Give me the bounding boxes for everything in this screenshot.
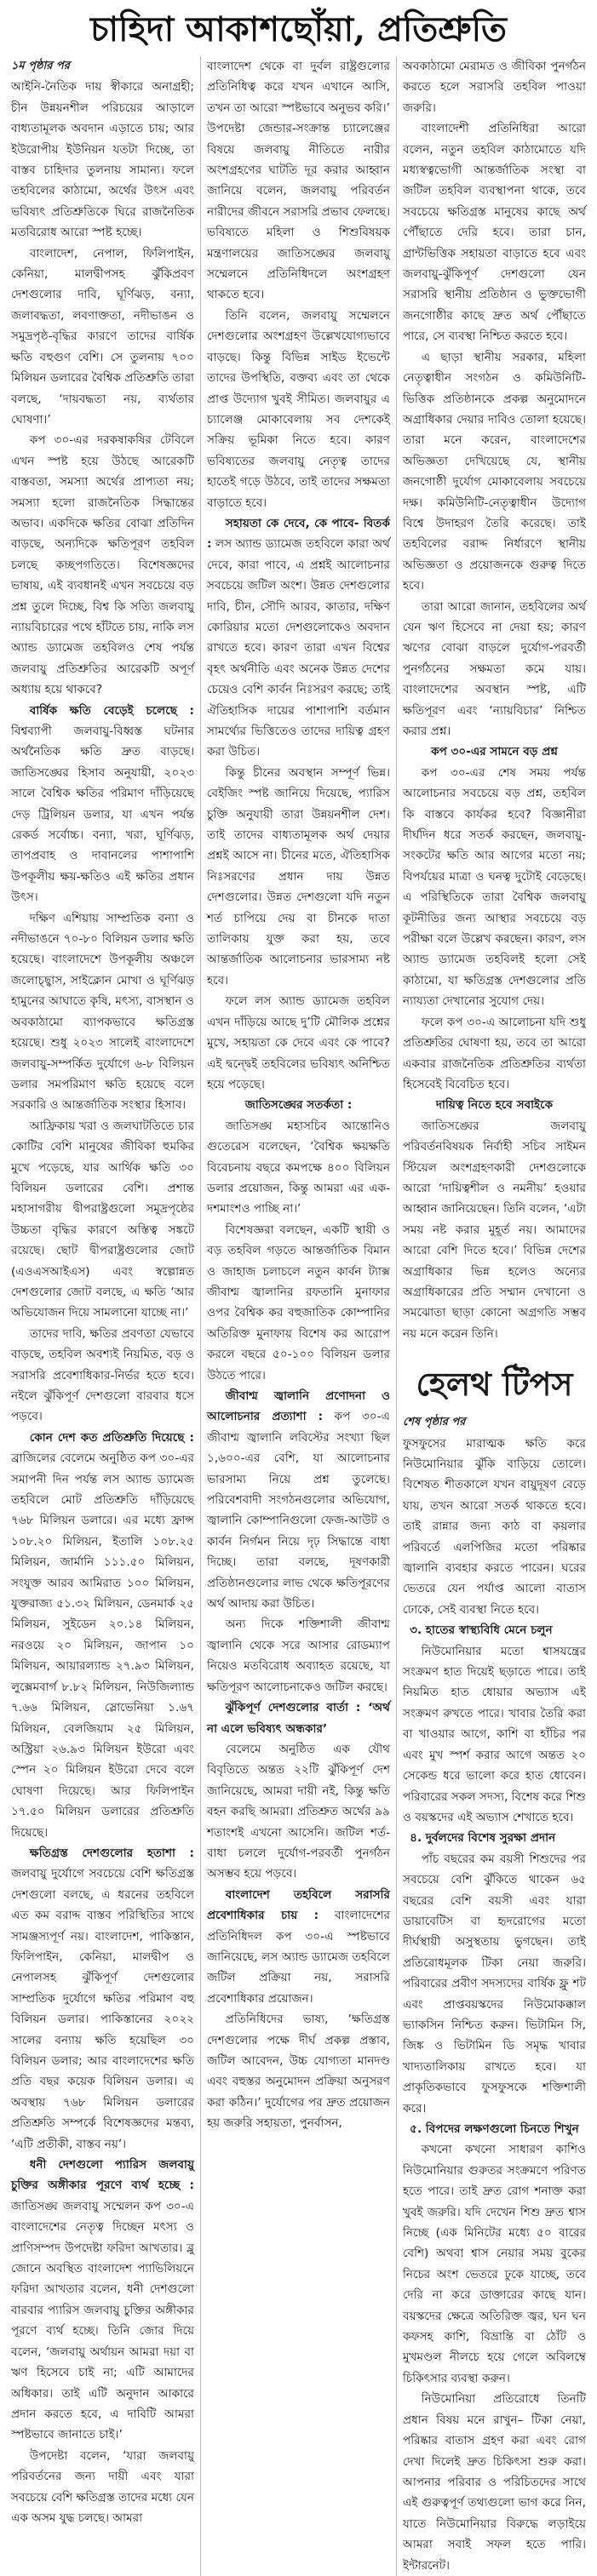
paragraph-text: লস অ্যান্ড ড্যামেজ তহবিলে কারা অর্থ দেবে, কারা পাবে, এ প্রশ্নই আলোচনার সবচেয়ে জটিল অংশ। উন্নত দেশগুলোর দাবি, চীন, সৌদি আরব, কাতার, দক্ষিণ কোরিয়ার মতো দেশগুলোকেও অবদান রাখতে হবে। কারণ তারা এখন বিশ্বের বৃহৎ অর্থনীতি এবং অনেক উন্নত দেশের চেয়েও বেশি কার্বন নিঃসরণ করছে; তাই ঐতিহাসিক দায়ের পাশাপাশি বর্তমান সামর্থ্যের ভিত্তিতেও তাদের দায়িত্ব গ্রহণ করা উচিত। [207,537,390,759]
paragraph-lead-subhead: কোন দেশ কত প্রতিশ্রুতি দিয়েছে : [29,1430,194,1445]
health-tip-heading: ৩. হাতের স্বাস্থ্যবিধি মেনে চলুন [410,1623,553,1638]
article-paragraph [11,1843,194,2155]
article-paragraph [403,347,586,597]
paragraph-text: অবকাঠামো মেরামত ও জীবিকা পুনর্গঠন করতে হলে সরাসরি তহবিল পাওয়া জরুরি। [403,60,586,115]
paragraph-text: অন্য দিকে শক্তিশালী জীবাশ্ম জ্বালানি থেকে সরে আসার রোডম্যাপ নিয়েও মতবিরোধ অব্যাহত রয়েছে, যা ক্ষতিপূরণ আলোচনাকেও জটিল করছে। [207,1617,390,1694]
column-1 [5,56,200,2576]
paragraph-text: বাংলাদেশের প্রতিনিধিদল কপ ৩০-এ স্পষ্টভাবে জানিয়েছে, লস অ্যান্ড ড্যামেজ তহবিলে জটিল প্রক্রিয়া নয়, সরাসরি প্রবেশাধিকার প্রয়োজন। [207,1909,390,2006]
article-paragraph [403,763,586,1012]
paragraph-lead-subhead: সহায়তা কে দেবে, কে পাবে- বিতর্ক : [207,516,390,552]
article-paragraph [403,56,586,118]
paragraph-text: বিশ্বব্যাপী জলবায়ু-বিধ্বস্ত ঘটনার অর্থনৈতিক ক্ষতি দ্রুত বাড়ছে। জাতিসঙ্ঘের হিসাব অনুযায়ী, ২০২৩ সালে বৈশ্বিক ক্ষতির পরিমাণ দাঁড়িয়েছে দেড় ট্রিলিয়ন ডলার, যা এখন পর্যন্ত রেকর্ড সর্বোচ্চ। বন্যা, খরা, ঘূর্ণিঝড়, তাপপ্রবাহ ও দাবানলের পাশাপাশি উপকূলীয় ক্ষয়-ক্ষতিও এই ক্ষতির প্রধান উৎস। [11,724,194,905]
paragraph-text: কখনো কখনো সাধারণ কাশিও নিউমোনিয়ার গুরুতর সংক্রমণে পরিণত হতে পারে। তাই দ্রুত রোগ শনাক্ত করা খুবই জরুরি। যদি দেখেন শিশু দ্রুত শ্বাস নিচ্ছে (এক মিনিটের মধ্যে ৫০ বারের বেশি) অথবা শ্বাস নেয়ার সময় বুকের নিচের অংশ ভেতরে ঢুকে যাচ্ছে, তবে দেরি না করে ডাক্তারের কাছে যান। বয়স্কদের ক্ষেত্রে অতিরিক্ত জ্বর, ঘন ঘন কফসহ কাশি, বিভ্রান্তি বা ঠোঁট ও মুখমণ্ডল নীলচে হয়ে গেলে অবিলম্বে চিকিৎসার ব্যবস্থা করুন। [403,2143,586,2385]
paragraph-text: নিউমোনিয়া প্রতিরোধে তিনটি প্রধান বিষয় মনে রাখুন– টিকা নেয়া, পরিষ্কার বাতাস গ্রহণ করা এবং রোগ দেখা দিলেই দ্রুত চিকিৎসা শুরু করা। আপনার পরিবার ও পরিচিতদের সাথে এই গুরুত্বপূর্ণ তথ্যগুলো ভাগ করে নিন, যাতে নিউমোনিয়ার বিরুদ্ধে লড়াইয়ে আমরা সবাই সফল হতে পারি। ইন্টারনেট। [403,2392,586,2573]
paragraph-text: উপদেষ্টা বলেন, ‘যারা জলবায়ু পরিবর্তনের জন্য দায়ী এবং যারা সবচেয়ে বেশি ক্ষতিগ্রস্ত তাদের মধ্যে যেন এক অসম যুদ্ধ চলছে। আমরা [11,2448,194,2525]
article-paragraph [403,1434,586,1621]
paragraph-text: তাদের দাবি, ক্ষতির প্রবণতা যেভাবে বাড়ছে, তহবিল অবশ্যই নিয়মিত, বড় ও সরাসরি প্রবেশাধিকার-নির্ভর হতে হবে। নইলে ঝুঁকিপূর্ণ দেশগুলো বারবার ধসে পড়বে। [11,1326,194,1424]
article-paragraph [403,597,586,742]
health-tip-heading: ৪. দুর্বলদের বিশেষ সুরক্ষা প্রদান [410,1831,556,1846]
article-paragraph [11,2446,194,2529]
paragraph-text: আইনি-নৈতিক দায় স্বীকারে অনাগ্রহী; চীন উন্নয়নশীল পরিচয়ের আড়ালে বাধ্যতামূলক অবদান এড়াতে চায়; আর ইউরোপীয় ইউনিয়ন যতটা দিচ্ছে, তা বাস্তব চাহিদার তুলনায় সামান্য। ফলে তহবিলের কাঠামো, অর্থের উৎস এবং ভবিষ্যৎ প্রতিশ্রুতিকে ঘিরে রাজনৈতিক মতবিরোধ আরো স্পষ্ট হচ্ছে। [11,80,194,240]
paragraph-lead-subhead: বাংলাদেশ তহবিলে সরাসরি প্রবেশাধিকার চায় : [207,1887,390,1923]
paragraph-text: ফুসফুসের মারাত্মক ক্ষতি করে নিউমোনিয়ার ঝুঁকি বাড়িয়ে তোলে। বিশেষত শীতকালে যখন বায়ুদূষণ বেড়ে যায়, তখন আরো সতর্ক থাকতে হবে। তাই রান্নার জন্য কাঠ বা কয়লার পরিবর্তে এলপিজির মতো পরিষ্কার জ্বালানি ব্যবহার করতে পারেন। ঘরের ভেতরে যেন পর্যাপ্ত আলো বাতাস ঢোকে, সেই ব্যবস্থা নিতে হবে। [403,1436,586,1617]
paragraph-text: জাতিসঙ্ঘ জলবায়ু সম্মেলন কপ ৩০-এ বাংলাদেশের নেতৃত্ব দিচ্ছেন মৎস্য ও প্রাণিসম্পদ উপদেষ্টা ফরিদা আখতার। ব্লু জোনে অবস্থিত বাংলাদেশ প্যাভিলিয়নে ফরিদা আখতার বলেন, ধনী দেশগুলো বারবার প্যারিস জলবায়ু চুক্তির অঙ্গীকার পূরণে ব্যর্থ হচ্ছে। তিনি জোর দিয়ে বলেন, ‘জলবায়ু অর্থায়ন আমরা দয়া বা ঋণ হিসেবে চাই না; এটি আমাদের অধিকার। তাই এটি অনুদান আকারে প্রদান করতে হবে, এ দাবিটি আমরা স্পষ্টভাবে জানাতে চাই।’ [11,2199,194,2442]
article-paragraph [207,513,390,763]
article-paragraph [403,2389,586,2576]
article-paragraph [403,1641,586,1829]
paragraph-text: আফ্রিকায় খরা ও জলঘাটতিতে চার কোটির বেশি মানুষের জীবিকা হুমকির মুখে পড়েছে, যার আর্থিক ক্ষতি ৩০ বিলিয়ন ডলারের বেশি। প্রশান্ত মহাসাগরীয় দ্বীপরাষ্ট্রগুলো সমুদ্রপৃষ্ঠের উচ্চতা বৃদ্ধির কারণে অস্তিত্ব সঙ্কটে রয়েছে। ছোট দ্বীপরাষ্ট্রগুলোর জোট (এওএসআইএস) এবং স্বল্পোন্নত দেশগুলোর জোট বলছে, এ ক্ষতি ‘আর অভিযোজন দিয়ে সামলানো যাচ্ছে না।’ [11,1119,194,1320]
article-paragraph [207,1386,390,1614]
article-paragraph [207,1697,390,1739]
paragraph-text: ফলে কপ ৩০-এ আলোচনা যদি শুধু প্রতিশ্রুতির ঘোষণা হয়, তবে তা আরো একবার রাজনৈতিক প্রতিশ্রুতির ব্যর্থতা হিসেবেই বিবেচিত হবে। [403,1015,586,1091]
paragraph-text: জাতিসঙ্ঘ মহাসচিব আন্তোনিও গুতেরেস বলেছেন, ‘বৈশ্বিক ক্ষয়ক্ষতি বিবেচনায় বছরে কমপক্ষে ৪০০ বিলিয়ন ডলার প্রয়োজন, কিন্তু আমরা এর এক-দশমাংশও পাচ্ছি না।’ [207,1119,390,1216]
paragraph-text: বেলেমে অনুষ্ঠিত এক যৌথ বিবৃতিতে অন্তত ২২টি ঝুঁকিপূর্ণ দেশ জানিয়েছে, আমরা দায়ী নই, কিন্তু ক্ষতি বহন করছি আমরা। প্রতিশ্রুত অর্থের ৯৯ শতাংশই এখনো আসেনি। জটিল শর্ত-বাধা চললে দুর্যোগ-পরবর্তী পুনর্গঠন অসম্ভব হয়ে পড়বে। [207,1742,390,1881]
paragraph-text: তারা আরো জানান, তহবিলের অর্থ যেন ঋণ হিসেবে না দেয়া হয়; কারণ ঋণের বোঝা বাড়লে দুর্যোগ-পরবর্তী পুনর্গঠনের সক্ষমতা কমে যায়। বাংলাদেশের অবস্থান স্পষ্ট, এটি ক্ষতিপূরণ এবং ‘ন্যায়বিচার’ নিশ্চিত করার প্রশ্ন। [403,599,586,738]
article-paragraph [207,56,390,306]
paragraph-lead-subhead: ঝুঁকিপূর্ণ দেশগুলোর বার্তা : ‘অর্থ না এলে ভবিষ্যৎ অন্ধকার’ [207,1701,390,1736]
article-paragraph [207,2009,390,2133]
paragraph-text: ব্রাজিলের বেলেমে অনুষ্ঠিত কপ ৩০-এর সমাপনী দিন পর্যন্ত লস অ্যান্ড ড্যামেজ তহবিলে মোট প্রতিশ্রুতি দাঁড়িয়েছে ৭৬৮ মিলিয়ন ডলারে। এর মধ্যে ফ্রান্স ১০৮.২০ মিলিয়ন, ইতালি ১০৮.২৫ মিলিয়ন, জার্মানি ১১১.৫০ মিলিয়ন, সংযুক্ত আরব আমিরাত ১০০ মিলিয়ন, যুক্তরাজ্য ৫১.৩২ মিলিয়ন, ডেনমার্ক ২৫ মিলিয়ন, সুইডেন ২০.১৪ মিলিয়ন, নরওয়ে ২০ মিলিয়ন, জাপান ১০ মিলিয়ন, আয়ারল্যান্ড ২৭.৯৩ মিলিয়ন, লুক্সেমবার্গ ৮.৮২ মিলিয়ন, নিউজিল্যান্ড ৭.৬৬ মিলিয়ন, স্লোভেনিয়া ১.৬৭ মিলিয়ন, বেলজিয়াম ২৫ মিলিয়ন, অস্ট্রিয়া ২৬.৯৩ মিলিয়ন ইউরো এবং স্পেন ২০ মিলিয়ন ইউরো দেবে বলে ঘোষণা দিয়েছে। আর ফিলিপাইন ১৭.৫০ মিলিয়ন ডলারের প্রতিশ্রুতি দিয়েছে। [11,1451,194,1840]
article-paragraph [11,701,194,908]
article-paragraph [11,2155,194,2446]
article-paragraph [11,908,194,1116]
paragraph-text: ফলে লস অ্যান্ড ড্যামেজ তহবিল এখন দাঁড়িয়ে আছে দু’টি মৌলিক প্রশ্নের মুখে, সহায়তা কে দেবে এবং কে পাবে? এই দ্বন্দ্বেই তহবিলের ভবিষ্যৎ অনিশ্চিত হয়ে পড়েছে। [207,994,390,1091]
article-paragraph [11,77,194,243]
page-headline: চাহিদা আকাশছোঁয়া, প্রতিশ্রুতি [89,9,508,49]
paragraph-lead-subhead: বার্ষিক ক্ষতি বেড়েই চলেছে : [29,703,194,718]
paragraph-text: জাতিসঙ্ঘের জলবায়ু পরিবর্তনবিষয়ক নির্বাহী সচিব সাইমন স্টিয়েল অংশগ্রহণকারী দেশগুলোকে আরো ‘দায়িত্বশীল ও নমনীয়’ হওয়ার আহ্বান জানিয়েছেন। তিনি বলেন, ‘এটা সময় নষ্ট করার মুহূর্ত নয়। আমাদের আরো বেশি দিতে হবে।’ বিভিন্ন দেশের অগ্রাধিকার ভিন্ন হলেও অন্যের অগ্রাধিকারের প্রতি সম্মান দেখানো ও সমঝোতা ছাড়া কোনো অগ্রগতি সম্ভব নয় মনে করেন তিনি। [403,1119,586,1341]
paragraph-text: কপ ৩০-এর শেষ সময় পর্যন্ত আলোচনার সবচেয়ে বড় প্রশ্ন, তহবিল কি বাস্তবে কার্যকর হবে? বিজ্ঞানীরা দীর্ঘদিন ধরে সতর্ক করছেন, জলবায়ু-সংকটের ক্ষতি আর আগের মতো নয়; বিপর্যয়ের মাত্রা ও ঘনত্ব দুটোই বেড়েছে। এ পরিস্থিতিকে তারা বৈশ্বিক জলবায়ু কূটনীতির জন্য আস্থার সবচেয়ে বড় পরীক্ষা বলে উল্লেখ করছেন। কারণ, লস অ্যান্ড ড্যামেজ তহবিলই হলো সেই কাঠামো, যা ক্ষতিগ্রস্ত দেশগুলোর প্রতি ন্যায্যতা দেখানোর সুযোগ দেয়। [403,765,586,1009]
paragraph-text: বাংলাদেশ থেকে বা দুর্বল রাষ্ট্রগুলোর প্রতিনিধিত্ব করে যখন এখানে আসি, তখন তা আরো স্পষ্টভাবে অনুভব করি।’ উপদেষ্টা জেন্ডার-সংক্রান্ত চ্যালেঞ্জের বিষয়ে জলবায়ু নীতিতে নারীর অংশগ্রহণের ঘাটতি দূর করার আহ্বান জানিয়ে বলেন, জলবায়ু পরিবর্তন নারীদের জীবনে সরাসরি প্রভাব ফেলছে। ভবিষ্যতে মহিলা ও শিশুবিষয়ক মন্ত্রণালয়ের জাতিসঙ্ঘের জলবায়ু সম্মেলনে প্রতিনিধিদলে অংশগ্রহণ থাকতে হবে। [207,60,390,302]
paragraph-text: এ ছাড়া স্থানীয় সরকার, মহিলা নেতৃত্বাধীন সংগঠন ও কমিউনিটি-ভিত্তিক প্রতিষ্ঠানকে প্রকল্প অনুমোদনে অগ্রাধিকার দেয়ার দাবিও তোলা হয়েছে। তারা মনে করেন, বাংলাদেশের অভিজ্ঞতা দেখিয়েছে যে, স্থানীয় জনগোষ্ঠী দুর্যোগ মোকাবেলায় সবচেয়ে দক্ষ। কমিউনিটি-নেতৃত্বাধীন উদ্যোগ বিশ্বে উদাহরণ তৈরি করেছে। তাই তহবিলের বরাদ্দ নির্ধারণে স্থানীয় অভিজ্ঞতা ও প্রয়োজনকে গুরুত্ব দিতে হবে। [403,350,586,593]
health-tip-heading: ৫. বিপদের লক্ষণগুলো চিনতে শিখুন [410,2122,579,2136]
paragraph-text: বাংলাদেশ, নেপাল, ফিলিপাইন, কেনিয়া, মালদ্বীপসহ ঝুঁকিপ্রবণ দেশগুলোর দাবি, ঘূর্ণিঝড়, বন্যা, জলাবদ্ধতা, লবণাক্ততা, নদীভাঙন ও সমুদ্রপৃষ্ঠ-বৃদ্ধির কারণে তাদের বার্ষিক ক্ষতি বহুগুণ বেশি। সে তুলনায় ৭০০ মিলিয়ন ডলারের বৈশ্বিক প্রতিশ্রুতি তারা বলছে, ‘দায়বদ্ধতা নয়, ব্যর্থতার ঘোষণা।’ [11,246,194,426]
article-paragraph [207,1885,390,2009]
article-paragraph [11,243,194,431]
article-paragraph [11,1116,194,1324]
article-paragraph [207,1116,390,1220]
paragraph-text: বিশেষজ্ঞরা বলছেন, একটি স্থায়ী ও বড় তহবিল গড়তে আন্তর্জাতিক বিমান ও জাহাজ চলাচলে নতুন কার্বন ট্যাক্স জীবাশ্ম জ্বালানির রফতানি মুনাফার ওপর বৈশ্বিক কর বহুজাতিক কোম্পানির অতিরিক্ত মুনাফায় বিশেষ কর আরোপ করলে বছরে ৫০-১০০ বিলিয়ন ডলার উঠতে পারে। [207,1222,390,1382]
article-paragraph [403,1849,586,2119]
article-paragraph [11,1428,194,1843]
section-subhead: জাতিসঙ্ঘের সতর্কতা : [244,1098,353,1113]
paragraph-lead-subhead: জীবাশ্ম জ্বালানি প্রণোদনা ও আলোচনার প্রত্যাশা : [207,1389,390,1424]
article-paragraph [11,1324,194,1428]
health-tips-title: হেলথ টিপস [416,1365,573,1404]
article-paragraph [403,118,586,346]
paragraph-text: তিনি বলেন, জলবায়ু সম্মেলনে দেশগুলোর অংশগ্রহণ উল্লেখযোগ্যভাবে বাড়ছে। কিন্তু বিভিন্ন সাইড ইভেন্টে তাদের উপস্থিতি, বক্তব্য এবং তা থেকে প্রাপ্ত উদ্যোগ খুবই সীমিত। জলবায়ুর এ চ্যালেঞ্জ মোকাবেলায় সব দেশকেই সক্রিয় ভূমিকা নিতে হবে। কারণ ভবিষ্যতের জলবায়ু নেতৃত্ব তাদের হাতেই গড়ে উঠবে, তাই তাদের সক্ষমতা বাড়াতে হবে। [207,308,390,510]
paragraph-text: কিন্তু চীনের অবস্থান সম্পূর্ণ ভিন্ন। বেইজিং স্পষ্ট জানিয়ে দিয়েছে, প্যারিস চুক্তি অনুযায়ী তারা উন্নয়নশীল দেশ। তাই তাদের বাধ্যতামূলক অর্থ দেয়ার প্রশ্নই আসে না। চীনের মতে, ঐতিহাসিক নিঃসরণের প্রধান দায় উন্নত দেশগুলোর। উন্নত দেশগুলো যদি নতুন শর্ত চাপিয়ে দেয় বা চীনকে দাতা তালিকায় যুক্ত করা হয়, তবে আন্তর্জাতিক আলোচনার ভারসাম্য নষ্ট হবে। [207,765,390,987]
section-subhead: দায়িত্ব নিতে হবে সবাইকে [435,1098,554,1113]
paragraph-text: কপ ৩০-এর দরকষাকষির টেবিলে এখন স্পষ্ট হয়ে উঠছে আরেকটি বাস্তবতা, সমস্যা অর্থের প্রাপ্যতা নয়; সমস্যা হলো রাজনৈতিক সিদ্ধান্তের অভাব। একদিকে ক্ষতির বোঝা প্রতিদিন বাড়ছে, অন্যদিকে ক্ষতিপূরণ তহবিল চলছে কচ্ছপগতিতে। বিশেষজ্ঞদের ভাষায়, এই ব্যবধানই এখন সবচেয়ে বড় প্রশ্ন তুলে দিচ্ছে, বিশ্ব কি সত্যি জলবায়ু ন্যায়বিচারের পথে হাঁটতে চায়, নাকি লস অ্যান্ড ড্যামেজ তহবিলও শেষ পর্যন্ত জলবায়ু প্রতিশ্রুতির আরেকটি অপূর্ণ অধ্যায় হয়ে থাকবে? [11,433,194,697]
column-2 [200,56,396,2576]
article-paragraph [11,430,194,700]
paragraph-text: প্রতিনিধিদের ভাষ্য, ‘ক্ষতিগ্রস্ত দেশগুলোর পক্ষে দীর্ঘ প্রকল্প প্রস্তাব, জটিল আবেদন, উচ্চ যোগ্যতা মানদণ্ড এবং বহুস্তর অনুমোদন প্রক্রিয়া অনুসরণ করা কঠিন।’ দুর্যোগের পর দ্রুত প্রয়োজন হয় জরুরি সহায়তা, পুনর্বাসন, [207,2012,390,2131]
paragraph-text: নিউমোনিয়ার মতো শ্বাসযন্ত্রের সংক্রমণ হাত দিয়েই ছড়াতে পারে। তাই নিয়মিত হাত ধোয়ার অভ্যাস এই সংক্রমণ রুখতে পারে। খাবার তৈরি করা বা খাওয়ার আগে, কাশি বা হাঁচির পর এবং মুখ স্পর্শ করার আগে অন্তত ২০ সেকেন্ড ধরে ভালো করে হাত ধোবেন। পরিবারের সকল সদস্য, বিশেষ করে শিশু ও বয়স্কদের এই অভ্যাস শেখাতে হবে। [403,1644,586,1824]
article-columns [0,56,597,2576]
article-paragraph [207,1220,390,1386]
article-paragraph [207,991,390,1095]
article-paragraph [403,1012,586,1096]
continued-from-label: শেষ পৃষ্ঠার পর [403,1416,466,1429]
paragraph-text: দক্ষিণ এশিয়ায় সাম্প্রতিক বন্যা ও নদীভাঙনে ৭০-৮০ বিলিয়ন ডলার ক্ষতি হয়েছে। বাংলাদেশে উপকূলীয় অঞ্চলে জলোচ্ছ্বাস, সাইক্লোন মোখা ও ঘূর্ণিঝড় হামুনের আঘাতে কৃষি, মৎস্য, বাসস্থান ও অবকাঠামো ব্যাপকভাবে ক্ষতিগ্রস্ত হয়েছে। শুধু ২০২৩ সালেই বাংলাদেশে জলবায়ু-সম্পর্কিত দুর্যোগে ৬-৮ বিলিয়ন ডলার সমপরিমাণ ক্ষতি হয়েছে বলে সরকারি ও আন্তর্জাতিক সংস্থার হিসাব। [11,911,194,1113]
section-subhead: কপ ৩০-এর সামনে বড় প্রশ্ন [431,745,558,759]
column-3 [396,56,592,2576]
paragraph-text: কপ ৩০-এ জীবাশ্ম জ্বালানি লবিস্টের সংখ্যা ছিল ১,৬০০-এর বেশি, যা আলোচনার ভারসাম্য নিয়ে প্রশ্ন তুলেছে। পরিবেশবাদী সংগঠনগুলোর অভিযোগ, জ্বালানি কোম্পানিগুলো ফেজ-আউট ও কার্বন নির্গমন নিয়ে দৃঢ় সিদ্ধান্তে বাধা দিচ্ছে। তারা বলছে, দূষণকারী প্রতিষ্ঠানগুলোর লাভ থেকে ক্ষতিপূরণের অর্থ আদায় করা উচিত। [207,1410,390,1611]
paragraph-lead-subhead: ধনী দেশগুলো প্যারিস জলবায়ু চুক্তির অঙ্গীকার পূরণে ব্যর্থ হচ্ছে : [11,2158,194,2193]
continued-from-label: ১ম পৃষ্ঠার পর [11,60,70,72]
article-paragraph [403,1116,586,1344]
paragraph-text: জলবায়ু দুর্যোগে সবচেয়ে বেশি ক্ষতিগ্রস্ত দেশগুলো বলছে, এ ধরনের তহবিলে এত কম বরাদ্দ বাস্তব পরিস্থিতির সাথে সামঞ্জস্যপূর্ণ নয়। বাংলাদেশ, পাকিস্তান, ফিলিপাইন, কেনিয়া, মালদ্বীপ ও নেপালসহ ঝুঁকিপূর্ণ দেশগুলোর সাম্প্রতিক দুর্যোগে ক্ষতির পরিমাণ বহু বিলিয়ন ডলার। পাকিস্তানের ২০২২ সালের বন্যায় ক্ষতি হয়েছিল ৩০ বিলিয়ন ডলার; আর বাংলাদেশের ক্ষতি প্রতি বছর কয়েক বিলিয়ন ডলার। এ অবস্থায় ৭৬৮ মিলিয়ন ডলারের প্রতিশ্রুতি সম্পর্কে বিশেষজ্ঞদের মন্তব্য, ‘এটি প্রতীকী, বাস্তব নয়’। [11,1867,194,2151]
article-paragraph [207,763,390,991]
article-paragraph [207,1614,390,1697]
paragraph-lead-subhead: ক্ষতিগ্রস্ত দেশগুলোর হতাশা : [29,1846,194,1860]
paragraph-text: পাঁচ বছরের কম বয়সী শিশুদের পর সবচেয়ে বেশি ঝুঁকিতে থাকেন ৬৫ বছরের বেশি বয়সী এবং যারা ডায়াবেটিস বা হৃদরোগের মতো দীর্ঘস্থায়ী অসুস্থতায় ভুগছেন। তাই প্রতিরোধমূলক টিকা নেয়া জরুরি। পরিবারের প্রবীণ সদস্যদের বার্ষিক ফ্লু শট এবং প্রাপ্তবয়স্কদের নিউমোকক্কাল ভ্যাকসিন নিশ্চিত করুন। ভিটামিন সি, জিঙ্ক ও ভিটামিন ডি সমৃদ্ধ খাবার খাদ্যতালিকায় রাখতে হবে। যা প্রাকৃতিকভাবে ফুসফুসকে শক্তিশালী করে। [403,1852,586,2115]
paragraph-text: বাংলাদেশী প্রতিনিধিরা আরো বলেন, নতুন তহবিল কাঠামোতে যদি মধ্যস্বত্বভোগী আন্তর্জাতিক সংস্থা বা জটিল তহবিল ব্যবস্থাপনা থাকে, তবে সবচেয়ে ক্ষতিগ্রস্ত মানুষের কাছে অর্থ পৌঁছাতে দেরি হবে। তারা চান, গ্রান্টভিত্তিক সহায়তা বাড়াতে হবে এবং জলবায়ু-ঝুঁকিপূর্ণ দেশগুলো যেন সরাসরি স্থানীয় প্রতিষ্ঠান ও ভুক্তভোগী জনগোষ্ঠীর কাছে দ্রুত অর্থ পৌঁছাতে পারে, সে ব্যবস্থা নিশ্চিত করতে হবে। [403,122,586,344]
article-paragraph [207,1739,390,1885]
article-paragraph [403,2139,586,2389]
article-paragraph [207,306,390,513]
